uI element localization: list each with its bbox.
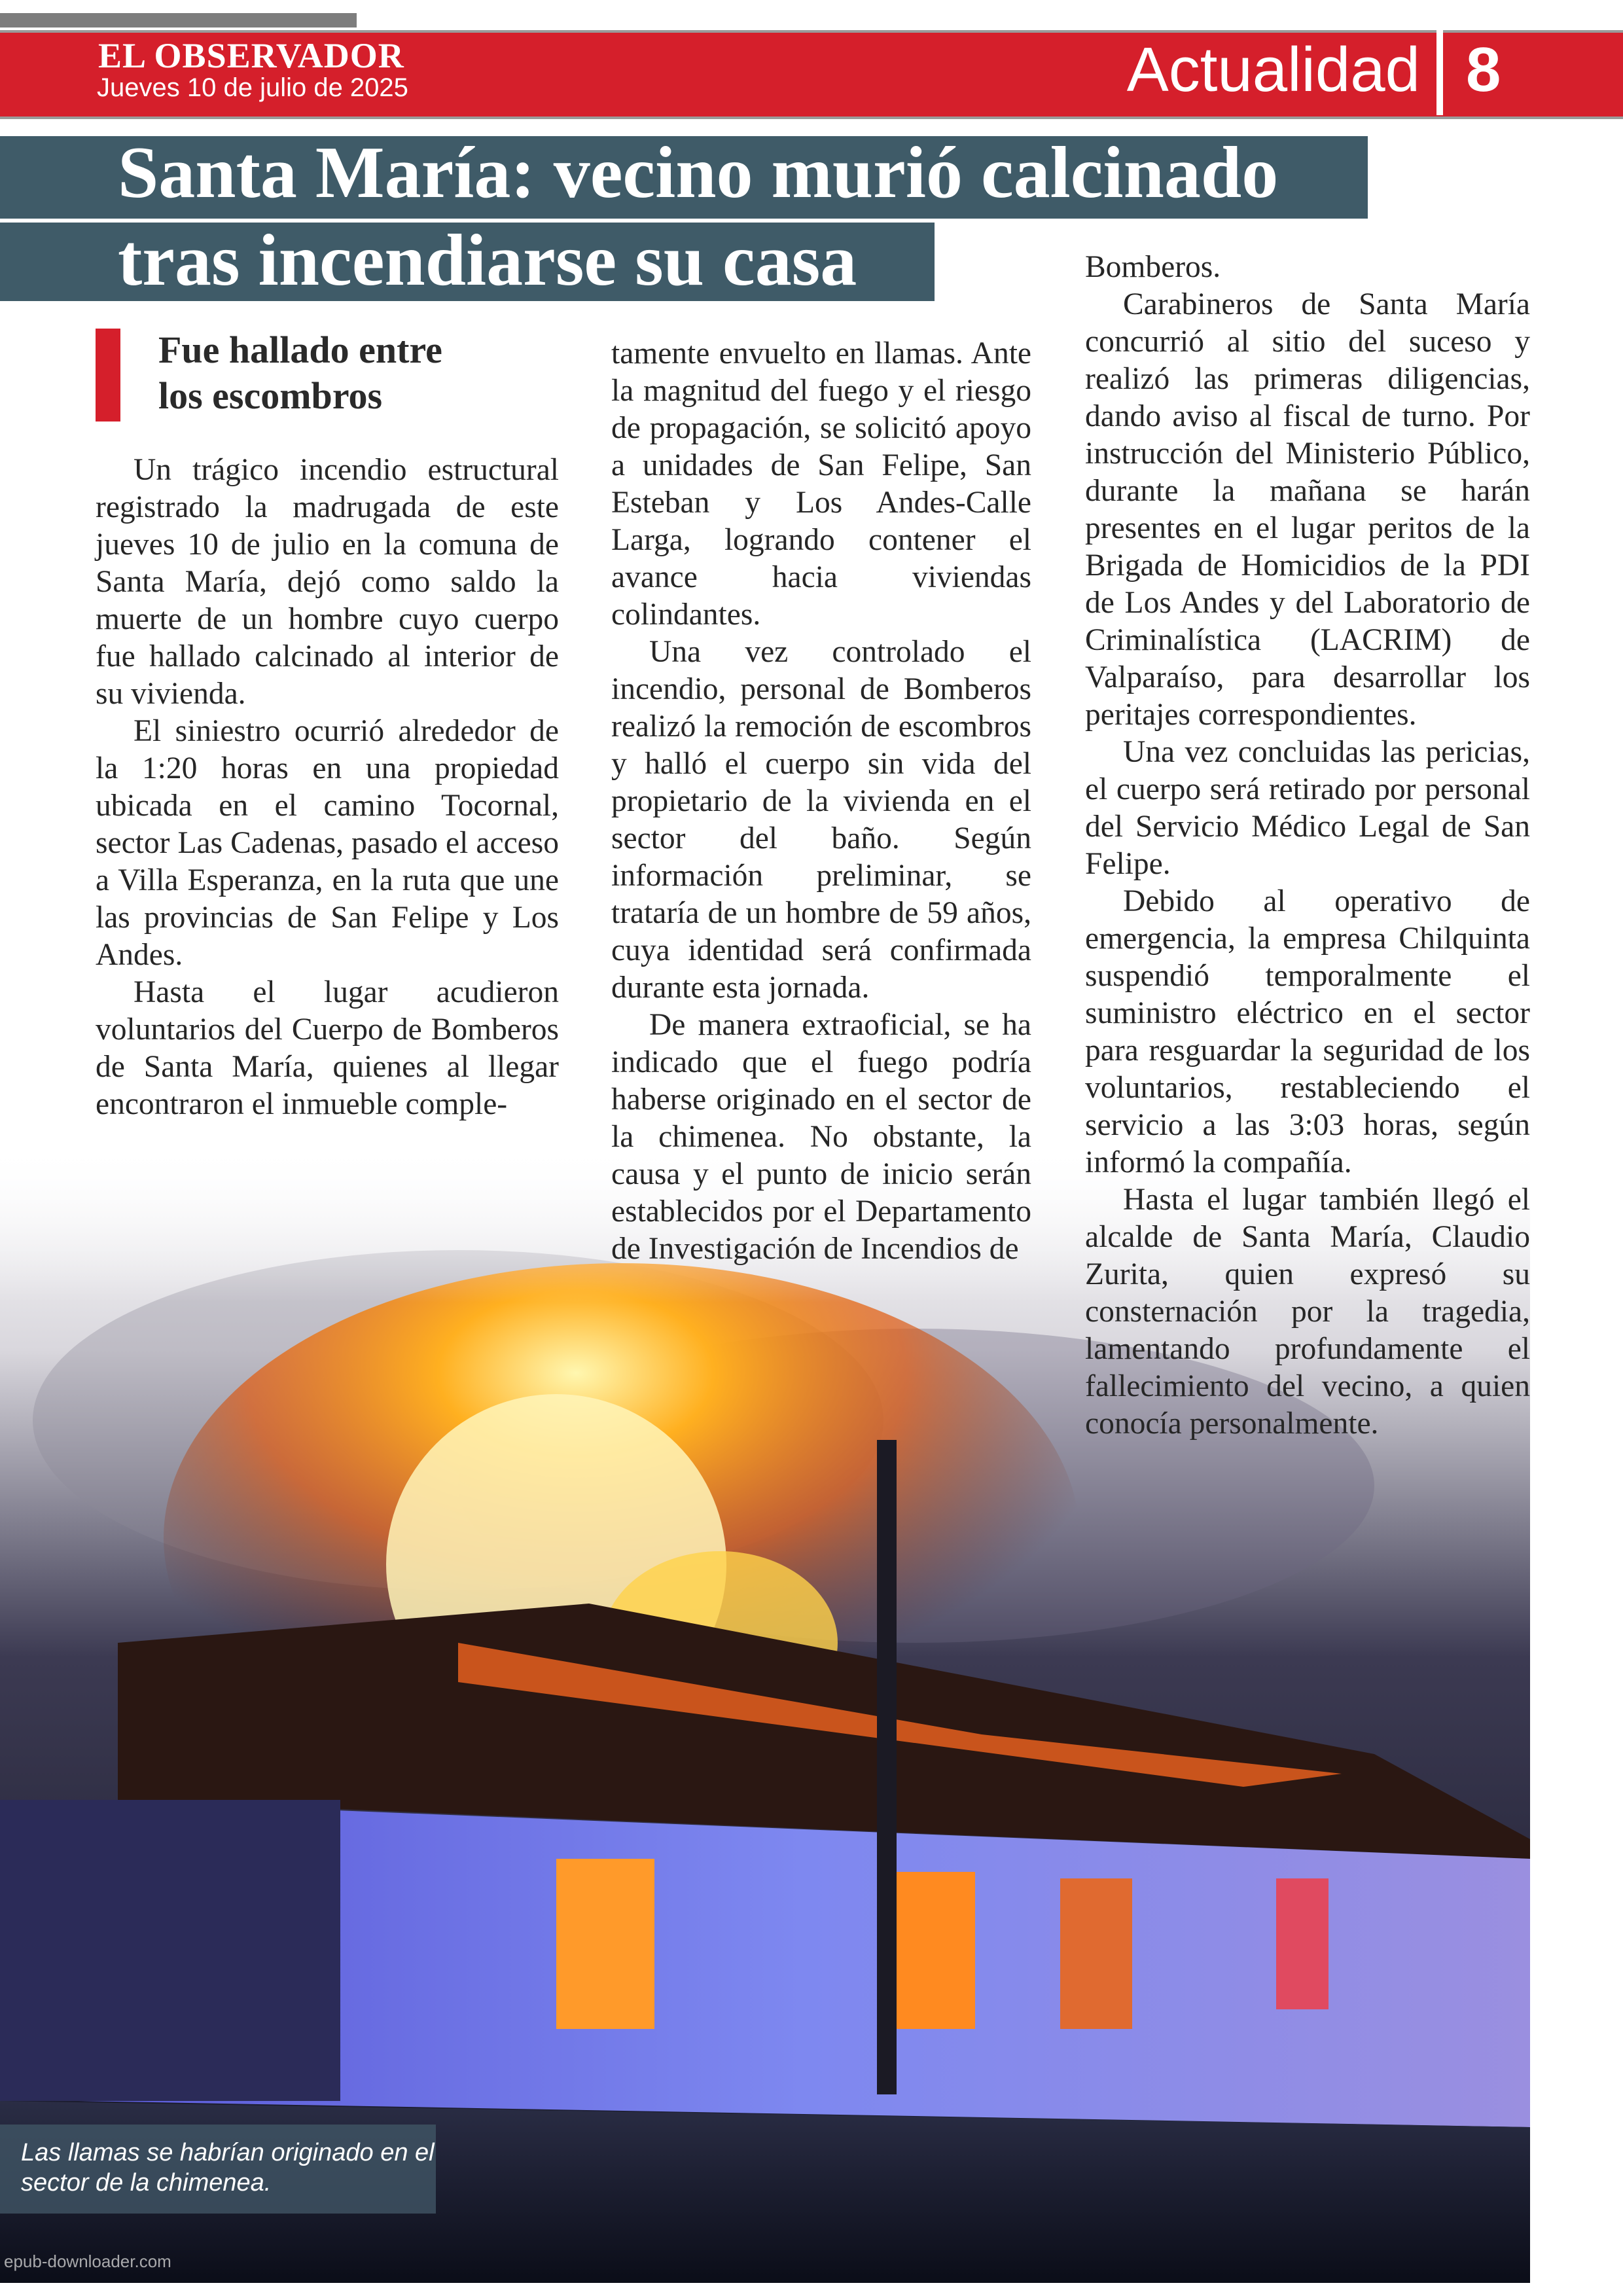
paragraph: Bomberos. xyxy=(1085,250,1221,284)
paragraph: Un trágico incendio estructural registrado la madrugada de este jueves 10 de julio en la comuna de Santa María, dejó como saldo la muerte de un hombre cuyo cuerpo fue hallado calcinado al interior de su vivienda. xyxy=(96,453,559,711)
paragraph: Hasta el lugar también llegó el alcalde de Santa María, Claudio Zurita, quien expresó su consternación por la tragedia, lamentando profundamente el fallecimiento del vecino, a quien conocía personalmente. xyxy=(1085,1183,1530,1441)
paragraph: El siniestro ocurrió alrededor de la 1:20 horas en una propiedad ubicada en el camino Tocornal, sector Las Cadenas, pasado el acceso a Villa Esperanza, en la ruta que une las provincias de San Felipe y Los Andes. xyxy=(96,714,559,972)
masthead: EL OBSERVADOR xyxy=(98,36,404,75)
deck-line-1: Fue hallado entre xyxy=(158,329,442,371)
article-column-2 xyxy=(611,335,1031,1268)
paragraph: Debido al operativo de emergencia, la empresa Chilquinta suspendió temporalmente el suministro eléctrico en el sector para resguardar la seguridad de los voluntarios, restableciendo el servicio a las 3:03 horas, según informó la compañía. xyxy=(1085,884,1530,1179)
header-divider xyxy=(1436,30,1443,115)
photo-caption: Las llamas se habrían originado en el sector de la chimenea. xyxy=(21,2139,435,2197)
paragraph: Carabineros de Santa María concurrió al sitio del suceso y realizó las primeras diligencias, dando aviso al fiscal de turno. Por instrucción del Ministerio Público, durante la mañana se harán presentes en el lugar peritos de la Brigada de Homicidios de la PDI de Los Andes y del Laboratorio de Criminalística (LACRIM) de Valparaíso, para desarrollar los peritajes correspondientes. xyxy=(1085,287,1530,732)
deck-accent-bar xyxy=(96,329,120,422)
paragraph: Hasta el lugar acudieron voluntarios del Cuerpo de Bomberos de Santa María, quienes al llegar encontraron el inmueble comple- xyxy=(96,975,559,1121)
deck-line-2: los escombros xyxy=(158,374,383,417)
headline-line-1: Santa María: vecino murió calcinado xyxy=(118,132,1279,213)
article-column-3 xyxy=(1085,249,1530,1443)
section-title: Actualidad xyxy=(1126,35,1420,105)
deck xyxy=(158,327,525,419)
headline-line-2: tras incendiarse su casa xyxy=(118,220,857,301)
issue-date: Jueves 10 de julio de 2025 xyxy=(97,73,408,102)
paragraph: Una vez concluidas las pericias, el cuerpo será retirado por personal del Servicio Médico Legal de San Felipe. xyxy=(1085,735,1530,881)
watermark: epub-downloader.com xyxy=(4,2251,171,2271)
top-rule xyxy=(0,13,357,27)
paragraph: tamente envuelto en llamas. Ante la magnitud del fuego y el riesgo de propagación, se solicitó apoyo a unidades de San Felipe, San Esteban y Los Andes-Calle Larga, logrando contener el avance hacia viviendas colindantes. xyxy=(611,336,1031,632)
article-column-1 xyxy=(96,452,559,1123)
paragraph: Una vez controlado el incendio, personal de Bomberos realizó la remoción de escombros y halló el cuerpo sin vida del propietario de la vivienda en el sector del baño. Según información preliminar, se trataría de un hombre de 59 años, cuya identidad será confirmada durante esta jornada. xyxy=(611,635,1031,1005)
page-number: 8 xyxy=(1466,35,1501,105)
paragraph: De manera extraoficial, se ha indicado que el fuego podría haberse originado en el sector de la chimenea. No obstante, la causa y el punto de inicio serán establecidos por el Departamento de Investigación de Incendios de xyxy=(611,1008,1031,1266)
